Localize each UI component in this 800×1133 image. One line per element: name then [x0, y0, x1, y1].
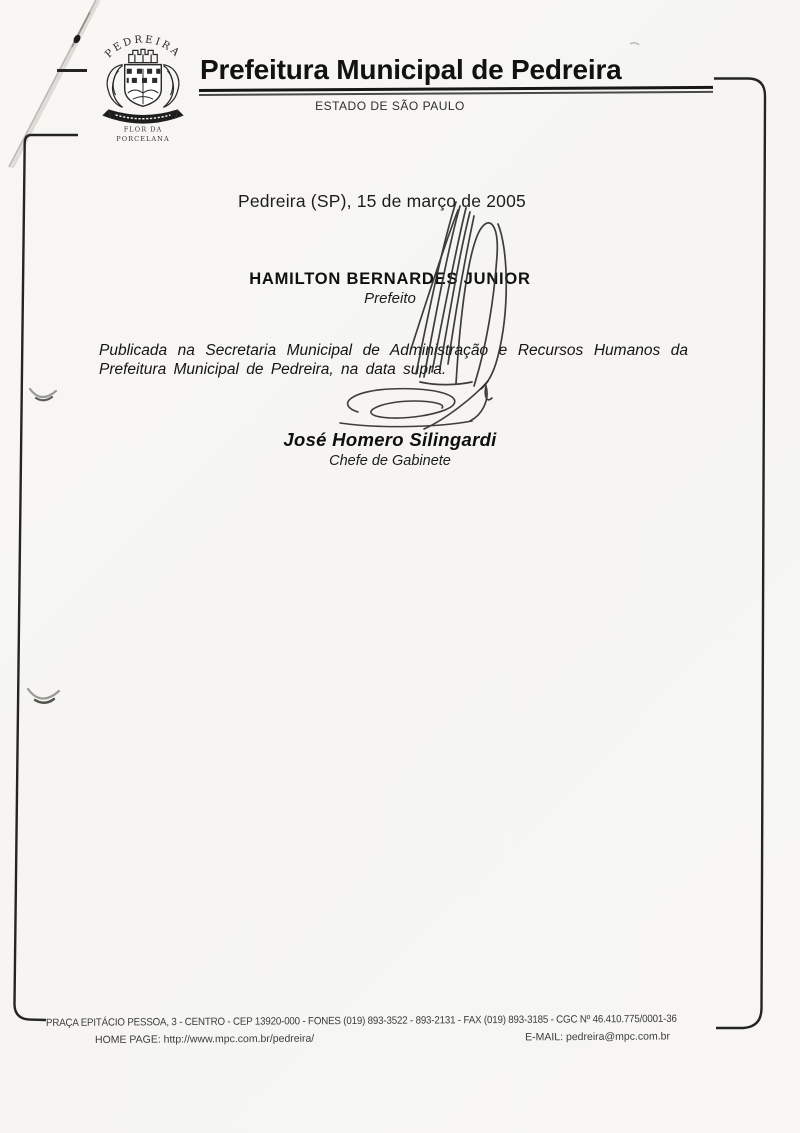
right-border-line: [714, 79, 765, 1029]
signer1-role: Prefeito: [364, 290, 416, 307]
crest-motto-ribbon: [102, 109, 183, 123]
header-subtitle: ESTADO DE SÃO PAULO: [315, 99, 465, 113]
coat-of-arms-icon: [82, 26, 204, 148]
title-underline-secondary: [199, 91, 713, 96]
left-border-line: [14, 71, 87, 1021]
footer-contact-line: [95, 1030, 670, 1046]
check-mark: [30, 389, 56, 400]
publication-note: Publicada na Secretaria Municipal de Administração e Recursos Humanos da Prefeitura Municipal de Pedreira, na data supra.: [99, 342, 688, 378]
signature1-icon: [398, 196, 520, 392]
crest-top-text: PEDREIRA: [103, 34, 183, 61]
footer-homepage: HOME PAGE: http://www.mpc.com.br/pedreira/: [94, 1032, 315, 1046]
crest-bottom-text-line2: PORCELANA: [116, 134, 170, 143]
footer-address-line: PRAÇA EPITÁCIO PESSOA, 3 - CENTRO - CEP 13920-000 - FONES (019) 893-3522 - 893-2131 - FAX (019) 893-3185 - CGC Nº 46.410.775/0001-36: [45, 1012, 677, 1029]
signature2-icon: [318, 378, 510, 434]
crest-crown: [129, 49, 157, 62]
footer-email: E-MAIL: pedreira@mpc.com.br: [525, 1030, 671, 1044]
crest-bottom-text-line1: FLOR DA: [123, 125, 163, 134]
date-line: Pedreira (SP), 15 de março de 2005: [238, 191, 526, 211]
signer2-name: José Homero Silingardi: [283, 429, 497, 450]
page-title: Prefeitura Municipal de Pedreira: [200, 54, 622, 85]
scan-speck: [630, 43, 639, 45]
signer2-role: Chefe de Gabinete: [329, 453, 451, 469]
check-mark: [28, 689, 59, 703]
crest-shield: [125, 65, 162, 107]
signer1-name: HAMILTON BERNARDES JUNIOR: [249, 270, 531, 288]
